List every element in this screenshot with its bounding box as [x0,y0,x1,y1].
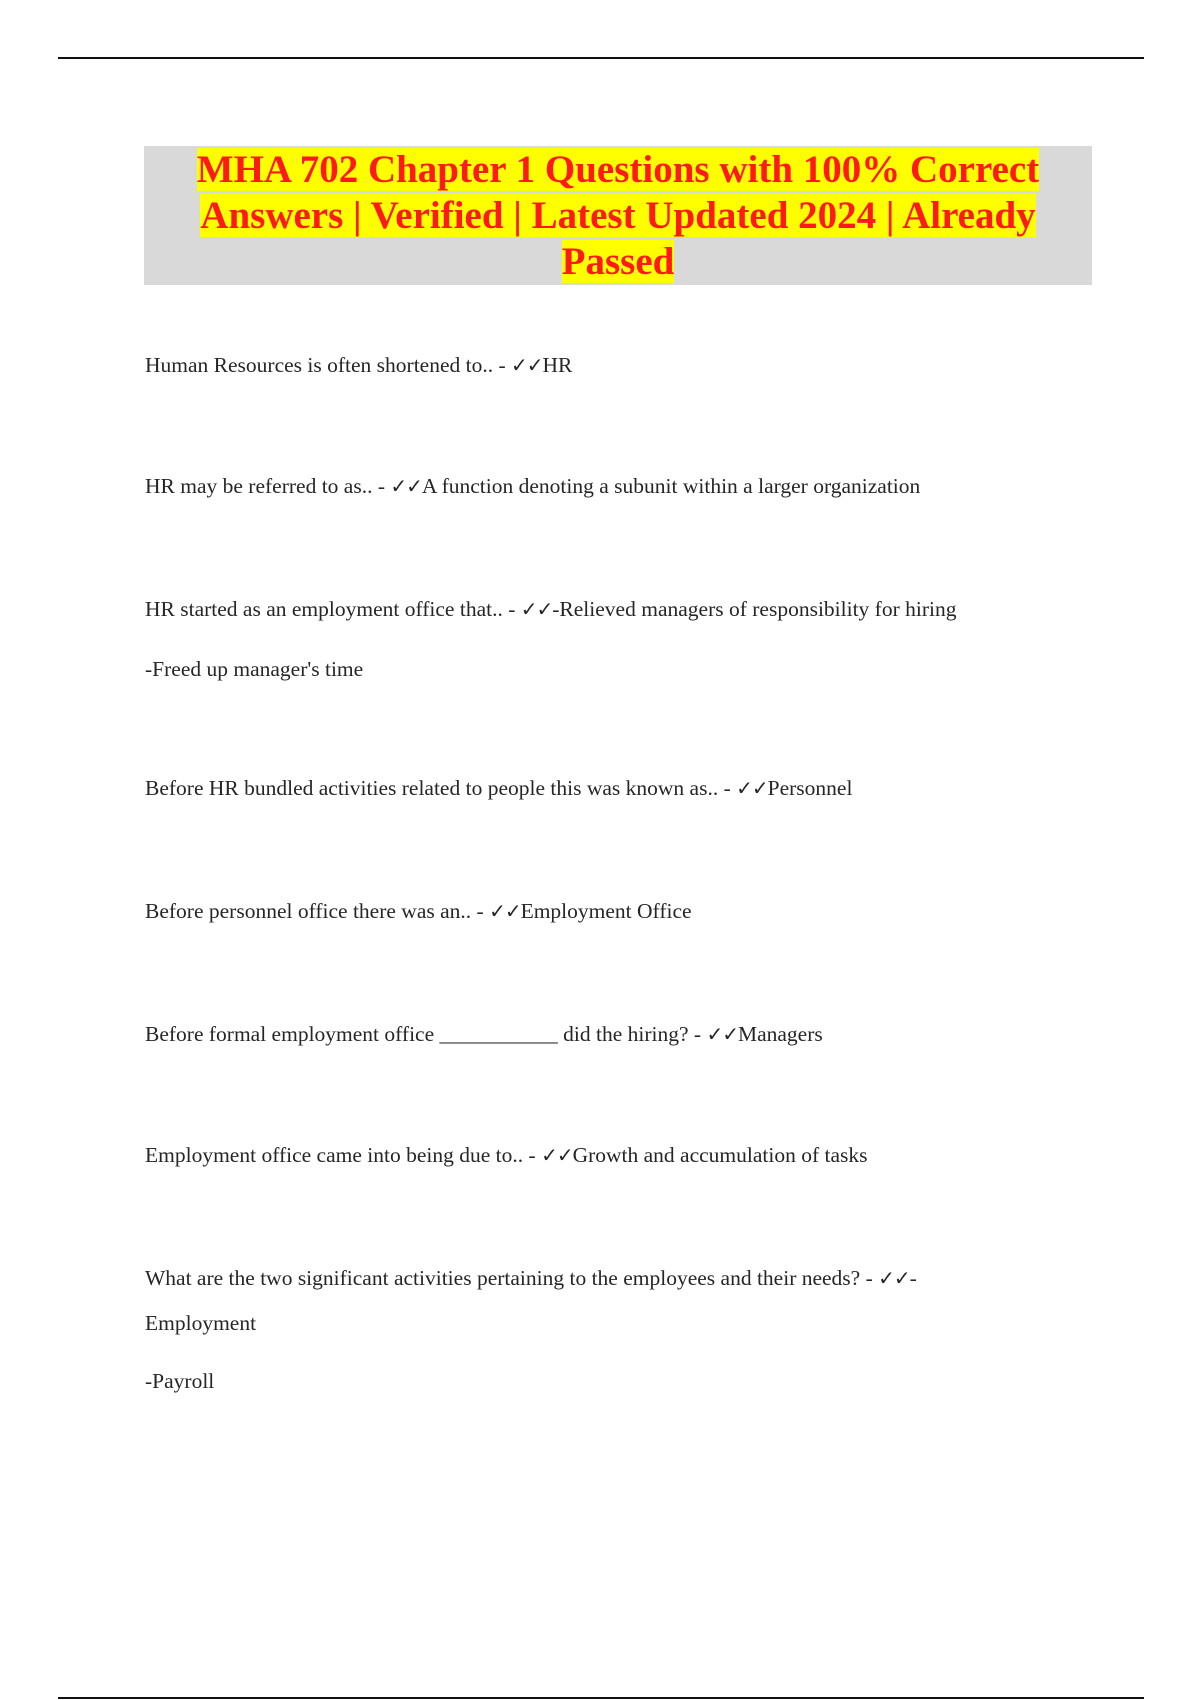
qa-item-7 [145,1141,1075,1169]
qa-item-8 [145,1264,1075,1395]
answer-text: Employment Office [520,899,692,923]
answer-continuation: -Freed up manager's time [145,657,364,681]
question-text: What are the two significant activities pertaining to the employees and their needs? - [145,1266,879,1290]
double-check-icon: ✓✓ [520,597,553,621]
double-check-icon: ✓✓ [706,1022,738,1046]
qa-item-4 [145,774,1075,802]
double-check-icon: ✓✓ [736,776,768,800]
answer-continuation: -Payroll [145,1369,215,1393]
double-check-icon: ✓✓ [390,474,422,498]
question-text: Employment office came into being due to.. - [145,1143,542,1167]
answer-text: -Relieved managers of responsibility for hiring [552,597,957,621]
question-text: HR may be referred to as.. - [145,474,391,498]
title-line-2: Answers | Verified | Latest Updated 2024 | Already [200,194,1036,237]
qa-item-2 [145,472,1075,500]
qa-line [145,472,1075,500]
question-text: Before formal employment office ___________ did the hiring? - [145,1022,707,1046]
title-line-1: MHA 702 Chapter 1 Questions with 100% Correct [196,148,1040,191]
qa-line [145,774,1075,802]
qa-line [145,595,1075,623]
double-check-icon: ✓✓ [878,1266,910,1290]
question-text: HR started as an employment office that.. - [145,597,521,621]
question-text: Human Resources is often shortened to.. - [145,353,512,377]
qa-item-3 [145,595,1075,683]
qa-line [145,1141,1075,1169]
qa-item-1 [145,351,1075,379]
answer-text: Managers [737,1022,823,1046]
answer-text: A function denoting a subunit within a larger organization [421,474,921,498]
qa-line [145,1264,1075,1292]
double-check-icon: ✓✓ [541,1143,573,1167]
qa-item-5 [145,897,1075,925]
double-check-icon: ✓✓ [511,353,543,377]
document-title [144,146,1092,285]
question-text: Before HR bundled activities related to people this was known as.. - [145,776,737,800]
qa-line [145,897,1075,925]
footer-rule [58,1697,1144,1699]
title-line-3: Passed [561,240,675,283]
header-rule [58,57,1144,59]
answer-text: - [909,1266,917,1290]
double-check-icon: ✓✓ [489,899,521,923]
answer-text: Personnel [767,776,853,800]
answer-continuation: Employment [145,1311,257,1335]
question-text: Before personnel office there was an.. - [145,899,490,923]
answer-text: Growth and accumulation of tasks [572,1143,868,1167]
qa-line [145,351,1075,379]
answer-text: HR [542,353,573,377]
qa-line [145,1020,1075,1048]
qa-item-6 [145,1020,1075,1048]
